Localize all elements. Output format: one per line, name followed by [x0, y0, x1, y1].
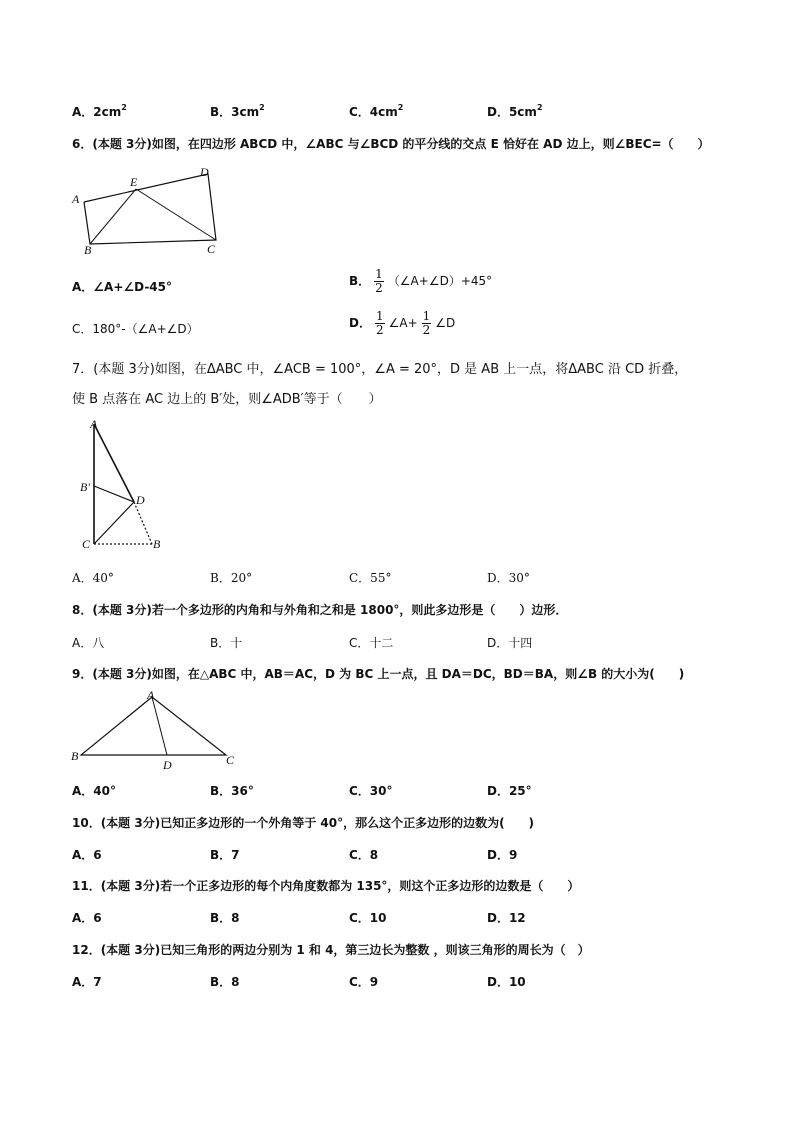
q6-option-b: B． $\frac{1}{2}$ （∠A+∠D）+45° — [349, 267, 493, 295]
q6-label-e: E — [130, 175, 138, 189]
q7-label-b: B — [153, 537, 161, 551]
q11-option-c: C．10 — [349, 911, 387, 925]
q9-triangle-figure — [68, 688, 243, 773]
q11-option-d: D．12 — [487, 911, 526, 925]
q8-option-a: A．八 — [72, 636, 105, 650]
q11-option-a: A．6 — [72, 911, 102, 925]
q7-option-c: C．55° — [349, 571, 392, 585]
q9-option-b: B．36° — [210, 784, 254, 798]
q7-triangle-figure — [76, 418, 171, 553]
q9-label-b: B — [71, 749, 79, 763]
q9-label-c: C — [226, 753, 235, 767]
q5-option-b: B．$3cm^2$ — [210, 103, 265, 119]
q12-option-c: C．9 — [349, 975, 379, 989]
q12-option-b: B．8 — [210, 975, 240, 989]
q6-option-a: A．∠A+∠D-45° — [72, 280, 173, 294]
q7-label-b-prime: B' — [80, 480, 90, 494]
q10-stem: 10．(本题 3分)已知正多边形的一个外角等于 40°，那么这个正多边形的边数为( ) — [72, 816, 535, 830]
q6-option-d: D． $\frac{1}{2}$ ∠A+ $\frac{1}{2}$ ∠D — [349, 309, 456, 337]
q10-option-c: C．8 — [349, 848, 379, 862]
q6-label-a: A — [72, 192, 80, 206]
q6-quadrilateral-figure — [68, 162, 223, 257]
q12-stem: 12．(本题 3分)已知三角形的两边分别为 1 和 4，第三边长为整数 ，则该三角形的周长为（ ） — [72, 943, 590, 957]
q11-option-b: B．8 — [210, 911, 240, 925]
q7-stem-line1: 7．(本题 3分)如图，在ΔABC 中，∠ACB = 100°，∠A = 20°，D 是 AB 上一点，将ΔABC 沿 CD 折叠， — [72, 362, 688, 377]
q7-option-d: D．30° — [487, 571, 530, 585]
q12-option-d: D．10 — [487, 975, 526, 989]
q9-label-d: D — [163, 758, 172, 772]
q8-option-b: B．十 — [210, 636, 243, 650]
q6-option-c: C．180°-（∠A+∠D） — [72, 322, 199, 336]
q5-option-a: A．$2cm^2$ — [72, 103, 127, 119]
q9-stem: 9．(本题 3分)如图，在△ABC 中，AB＝AC，D 为 BC 上一点，且 DA＝DC，BD＝BA，则∠B 的大小为( ) — [72, 667, 685, 681]
q7-label-d: D — [136, 493, 145, 507]
q9-option-a: A．40° — [72, 784, 116, 798]
q8-option-c: C．十二 — [349, 636, 394, 650]
q10-option-b: B．7 — [210, 848, 240, 862]
q7-option-b: B．20° — [210, 571, 253, 585]
q12-option-a: A．7 — [72, 975, 102, 989]
q7-label-c: C — [82, 537, 91, 551]
q10-option-a: A．6 — [72, 848, 102, 862]
q7-stem-line2: 使 B 点落在 AC 边上的 B′处，则∠ADB′等于（ ） — [72, 392, 382, 407]
q7-option-a: A．40° — [72, 571, 114, 585]
q9-label-a: A — [147, 688, 155, 702]
q8-stem: 8．(本题 3分)若一个多边形的内角和与外角和之和是 1800°，则此多边形是（ ）边形． — [72, 603, 568, 617]
q11-stem: 11．(本题 3分)若一个正多边形的每个内角度数都为 135°，则这个正多边形的边数是（ ） — [72, 879, 580, 893]
q5-option-d: D．$5cm^2$ — [487, 103, 543, 119]
q7-label-a: A — [90, 418, 98, 431]
q6-label-d: D — [200, 165, 209, 179]
q8-option-d: D．十四 — [487, 636, 533, 650]
q5-option-c: C．$4cm^2$ — [349, 103, 404, 119]
q9-option-d: D．25° — [487, 784, 532, 798]
q10-option-d: D．9 — [487, 848, 518, 862]
q6-label-c: C — [207, 242, 216, 256]
q6-label-b: B — [84, 243, 92, 257]
q6-stem: 6．(本题 3分)如图，在四边形 ABCD 中，∠ABC 与∠BCD 的平分线的交点 E 恰好在 AD 边上，则∠BEC=（ ） — [72, 137, 710, 151]
q9-option-c: C．30° — [349, 784, 393, 798]
